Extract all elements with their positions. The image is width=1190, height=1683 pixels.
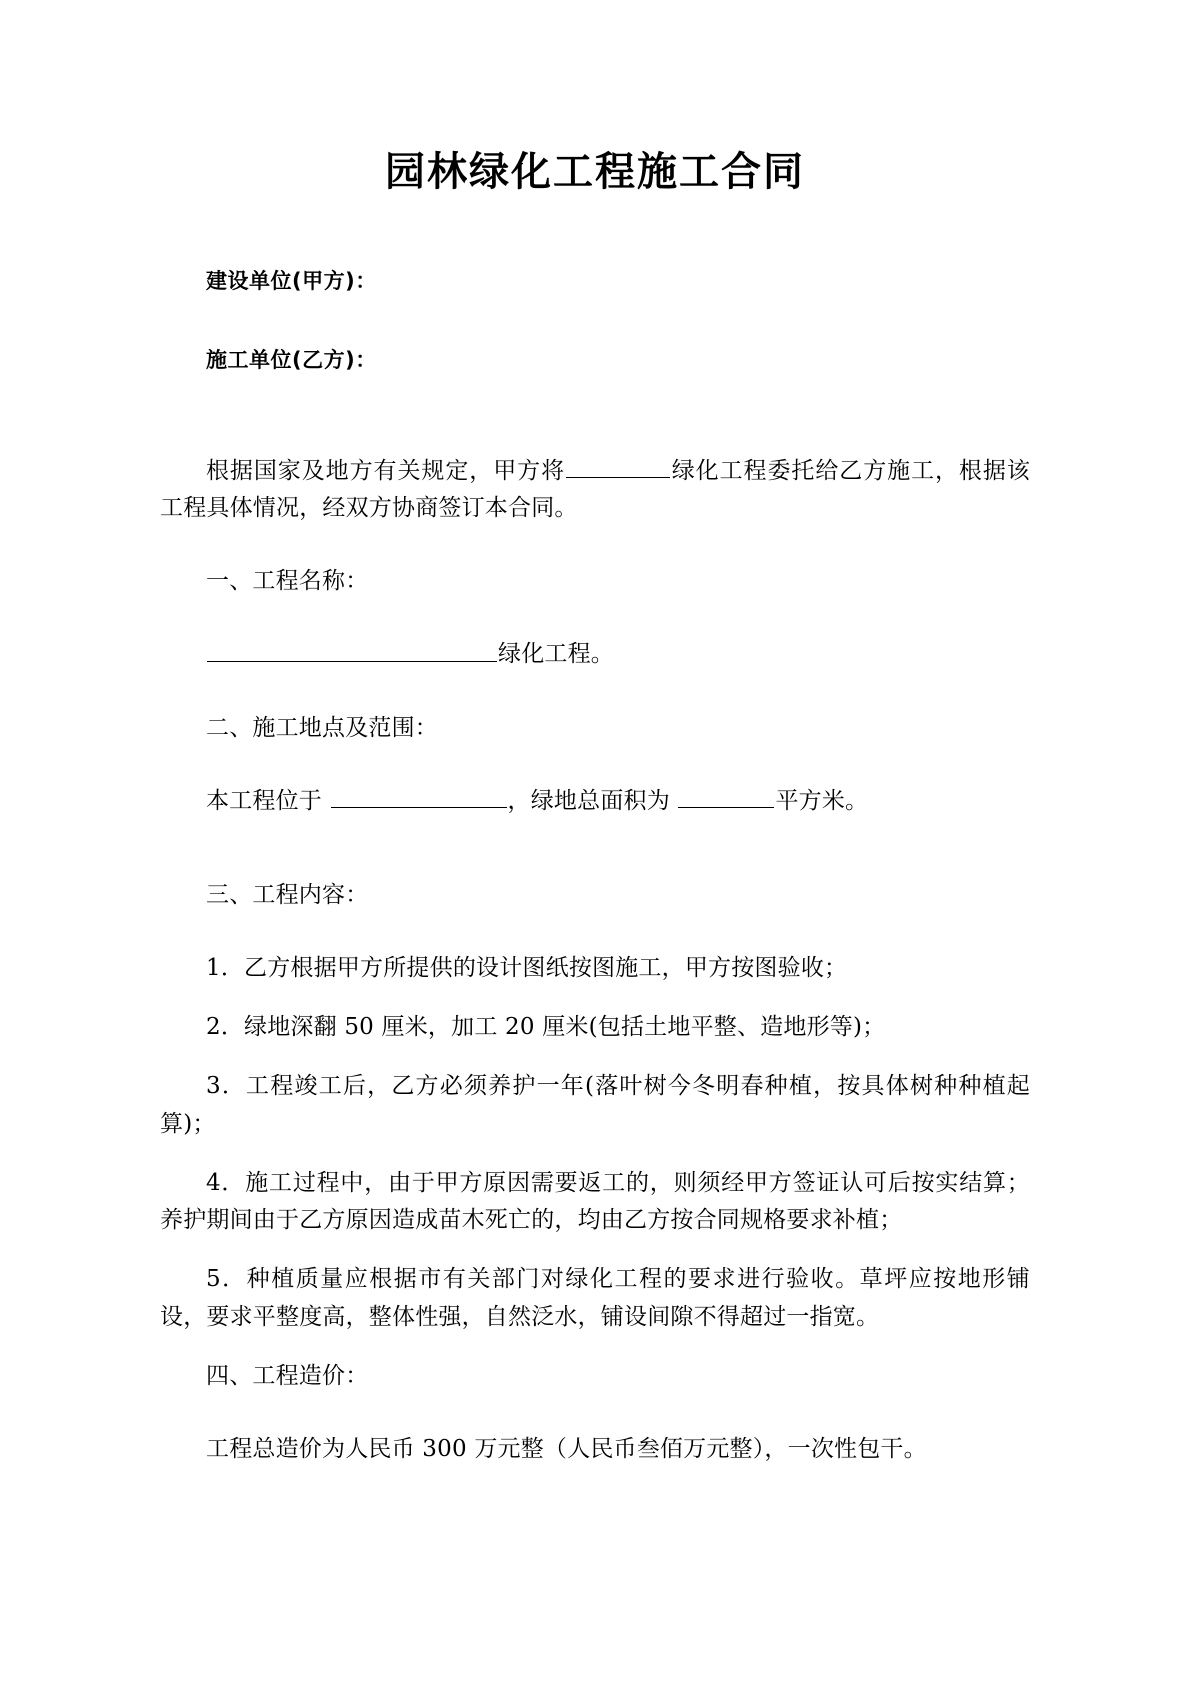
- parties-block: [160, 196, 1030, 375]
- section-heading-4: 四、工程造价：: [206, 1362, 369, 1389]
- location-line: [160, 783, 1030, 820]
- spacer: [160, 549, 1030, 563]
- content-item-1: 1．乙方根据甲方所提供的设计图纸按图施工，甲方按图验收；: [206, 954, 848, 981]
- preamble-blank-field[interactable]: [566, 453, 670, 478]
- project-name-suffix: 绿化工程。: [498, 641, 614, 668]
- spacer: [160, 622, 1030, 636]
- spacer: [160, 427, 1030, 453]
- project-name-line: [160, 636, 1030, 673]
- party-a-label: 建设单位(甲方)：: [206, 269, 377, 293]
- spacer: [160, 696, 1030, 710]
- preamble-paragraph: [160, 453, 1030, 528]
- location-suffix: 平方米。: [775, 788, 869, 815]
- section-heading-1: 一、工程名称：: [206, 568, 369, 595]
- location-prefix: 本工程位于: [206, 788, 322, 815]
- preamble-part2: 绿化工程委托给乙方施工，根据该工程具体情况，经双方协商签订本合同。: [160, 457, 1031, 521]
- content-item-4: 4．施工过程中，由于甲方原因需要返工的，则须经甲方签证认可后按实结算；养护期间由于乙方原因造成苗木死亡的，均由乙方按合同规格要求补植；: [160, 1169, 1030, 1234]
- project-name-blank-field[interactable]: [207, 636, 497, 661]
- spacer: [160, 843, 1030, 877]
- content-item-3: 3．工程竣工后，乙方必须养护一年(落叶树今冬明春种植，按具体树种种植起算)；: [160, 1073, 1030, 1137]
- area-blank-field[interactable]: [678, 783, 774, 808]
- content-item-5: 5．种植质量应根据市有关部门对绿化工程的要求进行验收。草坪应按地形铺设，要求平整度高，整体性强，自然泛水，铺设间隙不得超过一指宽。: [160, 1266, 1030, 1330]
- content-item-2: 2．绿地深翻 50 厘米，加工 20 厘米(包括土地平整、造地形等)；: [206, 1014, 886, 1041]
- page-title: 园林绿化工程施工合同: [385, 149, 805, 195]
- preamble-part1: 根据国家及地方有关规定，甲方将: [206, 457, 565, 484]
- spacer: [160, 769, 1030, 783]
- spacer: [160, 1417, 1030, 1431]
- total-price-line: 工程总造价为人民币 300 万元整（人民币叁佰万元整），一次性包干。: [206, 1436, 927, 1463]
- section-heading-2: 二、施工地点及范围：: [206, 714, 438, 741]
- party-b-label: 施工单位(乙方)：: [206, 348, 377, 373]
- section-heading-3: 三、工程内容：: [206, 881, 369, 908]
- spacer: [160, 936, 1030, 950]
- location-middle: ，绿地总面积为: [507, 788, 670, 815]
- location-blank-field[interactable]: [331, 783, 507, 808]
